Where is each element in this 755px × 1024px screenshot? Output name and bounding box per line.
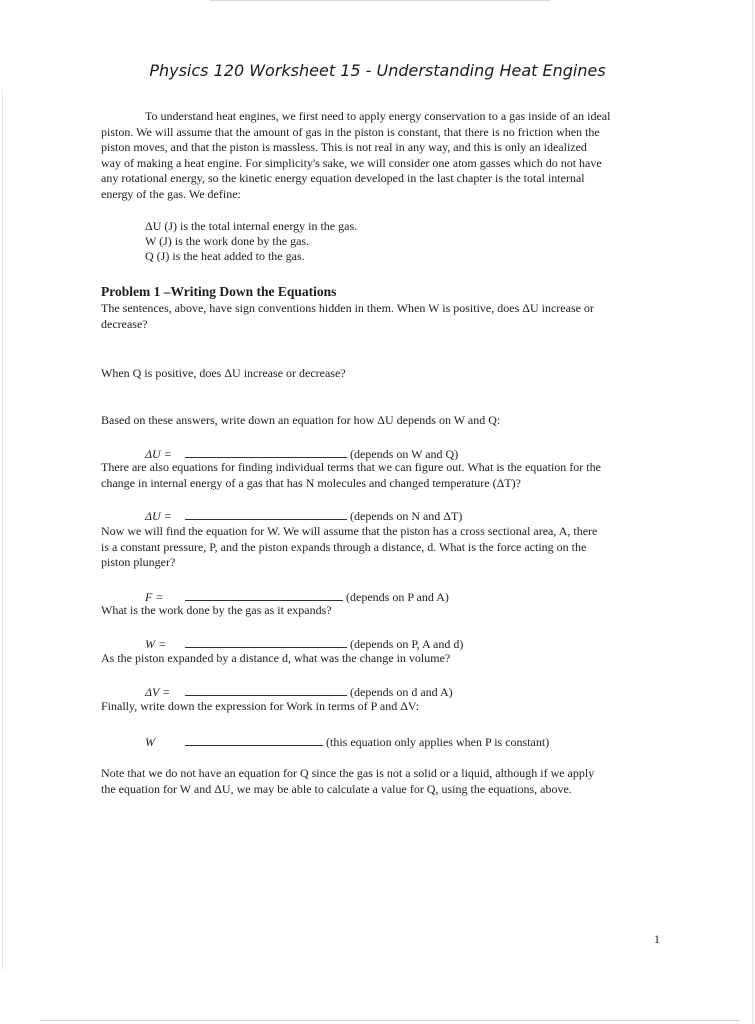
problem-heading: Problem 1 –Writing Down the Equations — [101, 284, 337, 299]
question-line: change in internal energy of a gas that has N molecules and changed temperature (ΔT)? — [101, 475, 521, 490]
intro-line: energy of the gas. We define: — [101, 186, 241, 201]
equation-note: (depends on P and A) — [346, 590, 449, 604]
question-line: decrease? — [101, 316, 148, 331]
question-line: There are also equations for finding individual terms that we can figure out. What is the equation for the — [101, 460, 601, 474]
question-4 — [101, 460, 601, 491]
question-line: piston plunger? — [101, 555, 176, 570]
intro-line: piston moves, and that the piston is massless. This is not real in any way, and this is only an idealized — [101, 140, 587, 155]
closing-line: Note that we do not have an equation for Q since the gas is not a solid or a liquid, although if we apply — [101, 766, 595, 780]
page-title: Physics 120 Worksheet 15 - Understanding Heat Engines — [149, 61, 606, 80]
definitions-list — [145, 219, 357, 264]
intro-line: To understand heat engines, we first need to apply energy conservation to a gas inside of an ideal — [145, 109, 611, 123]
definition-item: ΔU (J) is the total internal energy in the gas. — [145, 219, 358, 233]
question-3: Based on these answers, write down an equation for how ΔU depends on W and Q: — [101, 413, 501, 427]
closing-line: the equation for W and ΔU, we may be able to calculate a value for Q, using the equations, above. — [101, 781, 572, 796]
intro-line: any rotational energy, so the kinetic energy equation developed in the last chapter is the total internal — [101, 171, 585, 186]
scan-edge-left — [2, 90, 3, 970]
equation-lhs: W = — [145, 637, 167, 651]
scan-edge-bottom — [40, 1020, 740, 1021]
question-line: Now we will find the equation for W. We will assume that the piston has a cross sectional area, A, there — [101, 524, 598, 538]
question-8: Finally, write down the expression for Work in terms of P and ΔV: — [101, 699, 420, 713]
definition-item: W (J) is the work done by the gas. — [145, 234, 310, 248]
equation-note: (depends on W and Q) — [350, 447, 459, 461]
question-7: As the piston expanded by a distance d, what was the change in volume? — [101, 651, 451, 665]
equation-delta-u-n-t — [145, 508, 462, 524]
answer-blank[interactable] — [185, 636, 347, 648]
equation-note: (depends on N and ΔT) — [350, 509, 463, 523]
scan-edge-top — [210, 0, 550, 1]
equation-lhs: ΔU = — [145, 509, 172, 523]
equation-volume — [145, 684, 453, 700]
equation-note: (depends on P, A and d) — [350, 637, 464, 651]
equation-lhs: ΔU = — [145, 447, 172, 461]
answer-blank[interactable] — [185, 589, 343, 601]
question-line: is a constant pressure, P, and the piston expands through a distance, d. What is the force acting on the — [101, 539, 587, 554]
equation-work — [145, 636, 463, 652]
question-line: The sentences, above, have sign conventions hidden in them. When W is positive, does ΔU increase or — [101, 301, 594, 315]
scan-edge-right — [752, 0, 754, 1024]
answer-blank[interactable] — [185, 446, 347, 458]
equation-note: (depends on d and A) — [350, 685, 453, 699]
equation-work-pv — [145, 734, 549, 750]
intro-line: piston. We will assume that the amount of gas in the piston is constant, that there is no friction when the — [101, 124, 600, 139]
equation-lhs: ΔV = — [145, 685, 171, 699]
answer-blank[interactable] — [185, 508, 347, 520]
page-number: 1 — [654, 932, 660, 946]
equation-note: (this equation only applies when P is constant) — [326, 735, 550, 749]
intro-paragraph — [101, 109, 661, 203]
answer-blank[interactable] — [185, 684, 347, 696]
closing-paragraph — [101, 766, 594, 797]
answer-blank[interactable] — [185, 734, 323, 746]
intro-line: way of making a heat engine. For simplicity's sake, we will consider one atom gasses which do not have — [101, 155, 602, 170]
question-5 — [101, 524, 597, 571]
definition-item: Q (J) is the heat added to the gas. — [145, 249, 305, 263]
equation-lhs: F = — [145, 590, 164, 604]
question-6: What is the work done by the gas as it expands? — [101, 603, 332, 617]
question-1 — [101, 301, 594, 332]
equation-lhs: W — [145, 735, 155, 749]
question-2: When Q is positive, does ΔU increase or decrease? — [101, 366, 346, 380]
